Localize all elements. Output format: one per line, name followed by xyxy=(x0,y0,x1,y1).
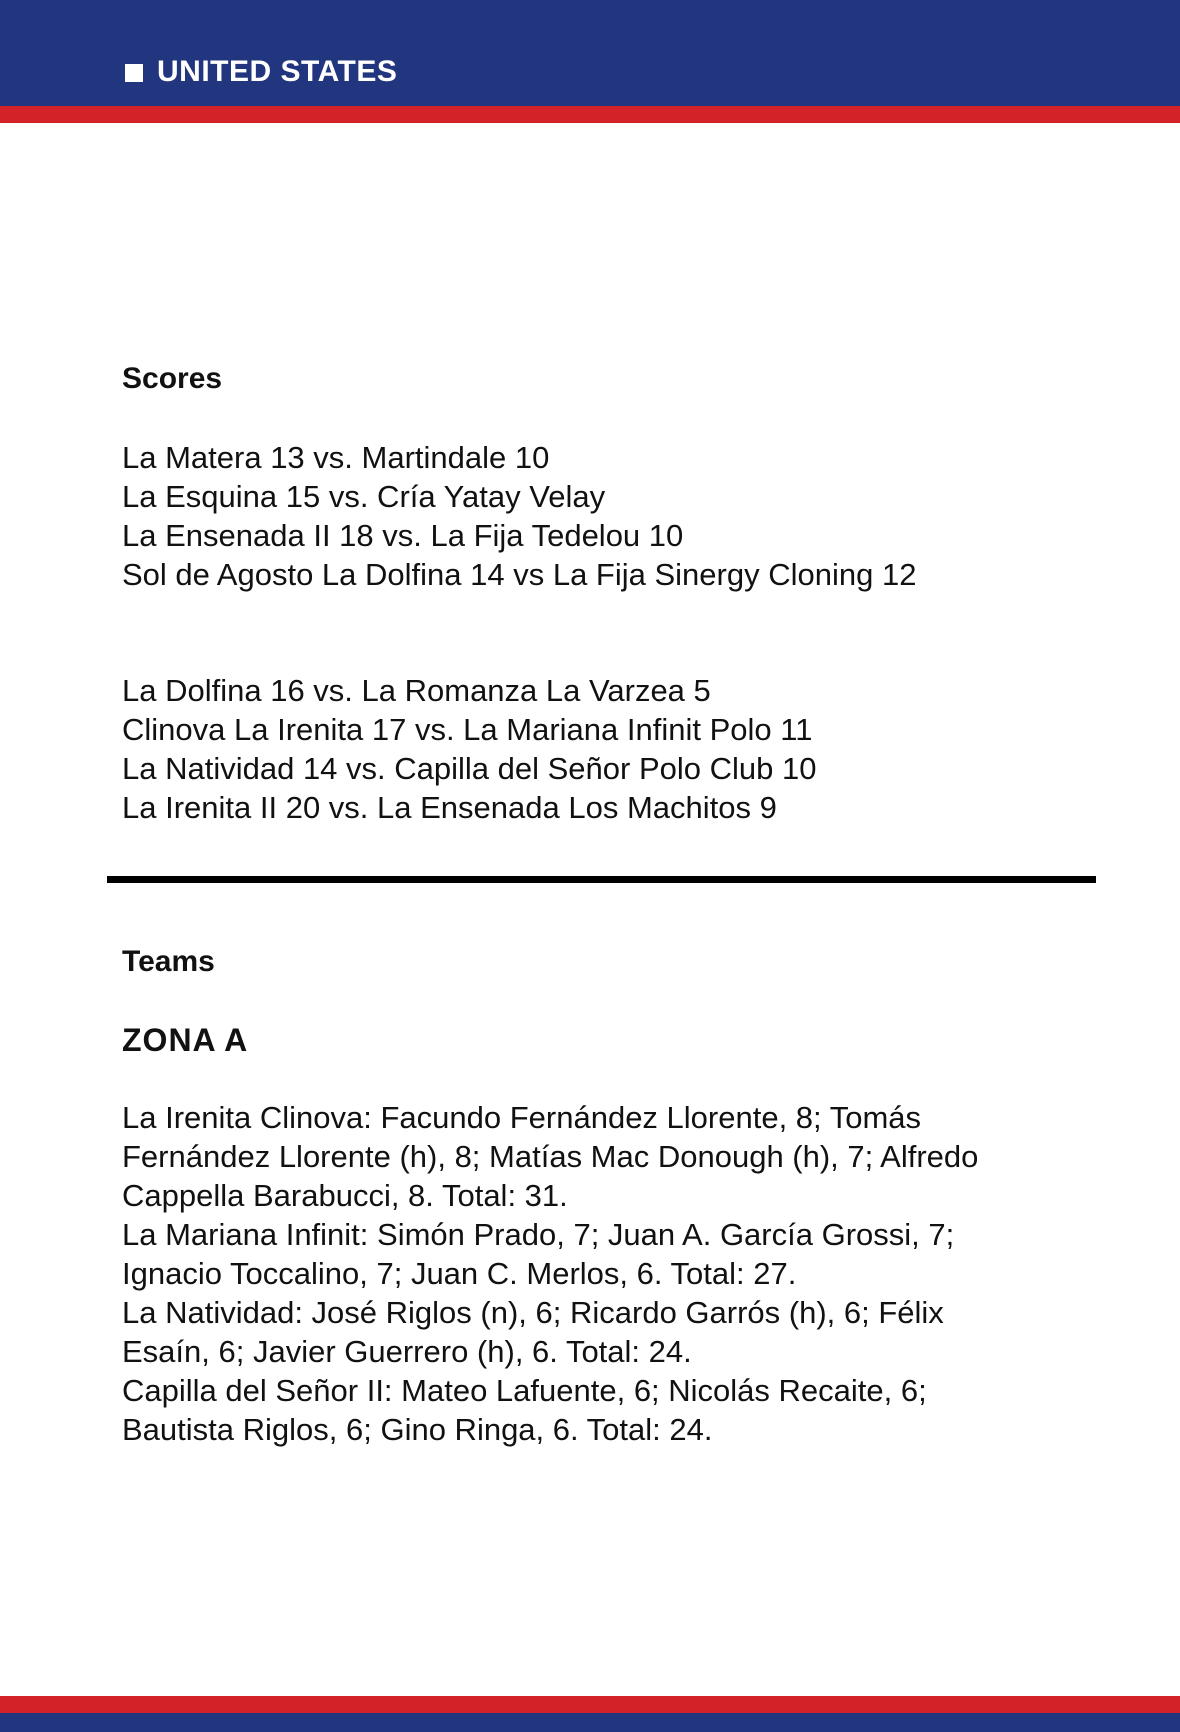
team-roster-list xyxy=(122,1098,1082,1449)
score-line: Sol de Agosto La Dolfina 14 vs La Fija Sinergy Cloning 12 xyxy=(122,557,917,592)
score-line: La Ensenada II 18 vs. La Fija Tedelou 10 xyxy=(122,518,684,553)
score-line: La Esquina 15 vs. Cría Yatay Velay xyxy=(122,479,606,514)
header-title: UNITED STATES xyxy=(157,55,398,88)
roster-line: Fernández Llorente (h), 8; Matías Mac Donough (h), 7; Alfredo xyxy=(122,1139,979,1174)
score-line: La Natividad 14 vs. Capilla del Señor Polo Club 10 xyxy=(122,751,817,786)
score-line: La Irenita II 20 vs. La Ensenada Los Machitos 9 xyxy=(122,790,777,825)
roster-line: La Natividad: José Riglos (n), 6; Ricardo Garrós (h), 6; Félix xyxy=(122,1295,944,1330)
header-red-stripe xyxy=(0,106,1180,123)
scores-group-1 xyxy=(122,438,1082,594)
section-divider xyxy=(107,876,1096,883)
roster-line: Ignacio Toccalino, 7; Juan C. Merlos, 6. Total: 27. xyxy=(122,1256,797,1291)
zone-heading: ZONA A xyxy=(122,1022,249,1058)
roster-line: Capilla del Señor II: Mateo Lafuente, 6; Nicolás Recaite, 6; xyxy=(122,1373,927,1408)
roster-line: Cappella Barabucci, 8. Total: 31. xyxy=(122,1178,568,1213)
score-line: La Dolfina 16 vs. La Romanza La Varzea 5 xyxy=(122,673,711,708)
footer-band xyxy=(0,1713,1180,1732)
score-line: La Matera 13 vs. Martindale 10 xyxy=(122,440,550,475)
scores-heading: Scores xyxy=(122,362,223,395)
scores-group-2 xyxy=(122,671,1082,827)
roster-line: La Irenita Clinova: Facundo Fernández Llorente, 8; Tomás xyxy=(122,1100,922,1135)
header-square-bullet xyxy=(125,64,143,82)
score-line: Clinova La Irenita 17 vs. La Mariana Infinit Polo 11 xyxy=(122,712,813,747)
roster-line: Esaín, 6; Javier Guerrero (h), 6. Total: 24. xyxy=(122,1334,692,1369)
teams-heading: Teams xyxy=(122,945,215,978)
footer-red-stripe xyxy=(0,1696,1180,1713)
roster-line: La Mariana Infinit: Simón Prado, 7; Juan A. García Grossi, 7; xyxy=(122,1217,955,1252)
roster-line: Bautista Riglos, 6; Gino Ringa, 6. Total: 24. xyxy=(122,1412,713,1447)
